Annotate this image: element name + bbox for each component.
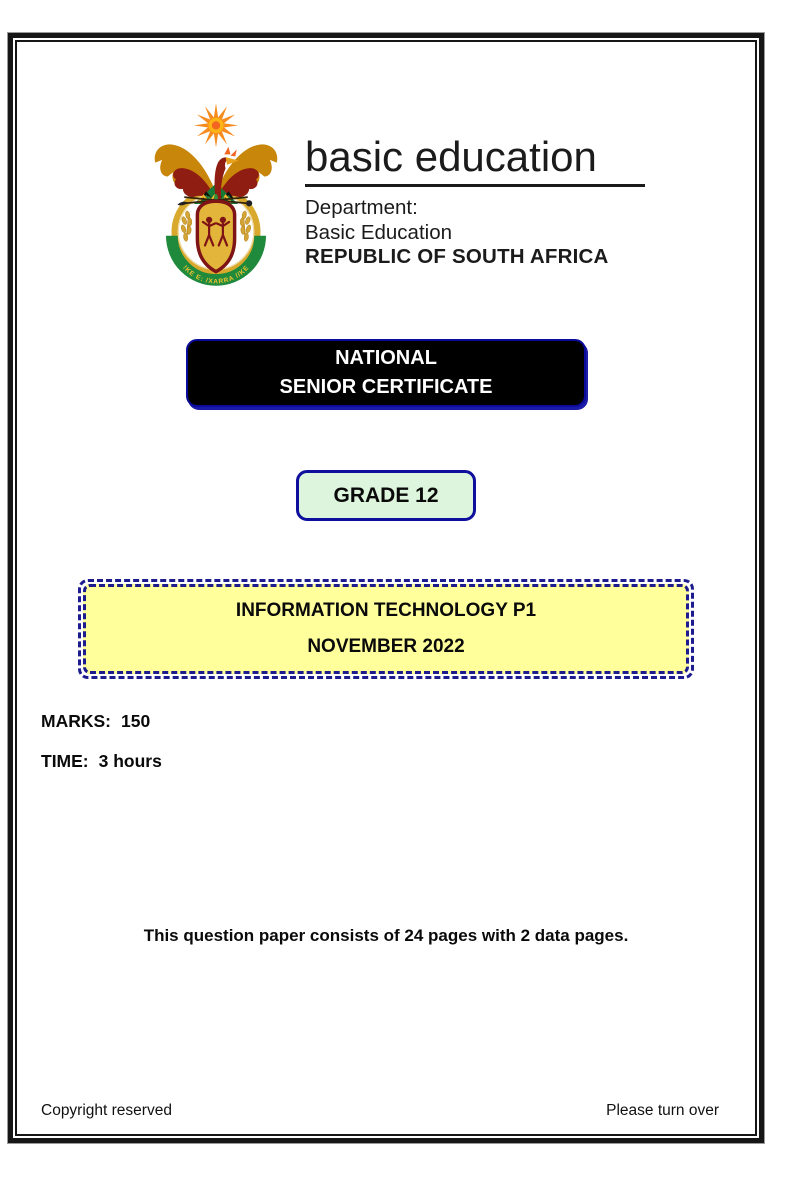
marks-line [41,711,150,732]
exam-session: NOVEMBER 2022 [307,635,465,657]
national-senior-certificate-banner [186,339,586,407]
page-count-statement: This question paper consists of 24 pages with 2 data pages. [143,926,629,945]
certificate-line-1: NATIONAL [335,347,437,369]
department-name: Basic Education [305,220,453,244]
emblem-motto-text: !KE E: /XARRA //KE [181,264,251,286]
certificate-line-2: SENIOR CERTIFICATE [279,376,493,398]
turn-over-note: Please turn over [606,1102,719,1119]
marks-value: 150 [121,711,151,731]
time-line [41,751,162,772]
emblem-sunburst [194,103,238,147]
exam-title-box [78,579,694,679]
time-value: 3 hours [98,751,162,771]
copyright-note: Copyright reserved [41,1102,172,1119]
department-wordmark-block [305,134,645,269]
page-border-frame [8,33,764,1143]
grade-label: GRADE 12 [333,483,439,507]
grade-badge [296,470,476,521]
coat-of-arms-logo [147,98,285,288]
wordmark-basic-education: basic education [305,134,645,187]
department-label: Department: [305,196,418,220]
exam-subject: INFORMATION TECHNOLOGY P1 [235,600,537,622]
republic-line: REPUBLIC OF SOUTH AFRICA [305,244,609,268]
page-footer [41,1102,719,1120]
marks-label: MARKS: [41,711,111,731]
time-label: TIME: [41,751,89,771]
emblem-shield [197,201,234,271]
